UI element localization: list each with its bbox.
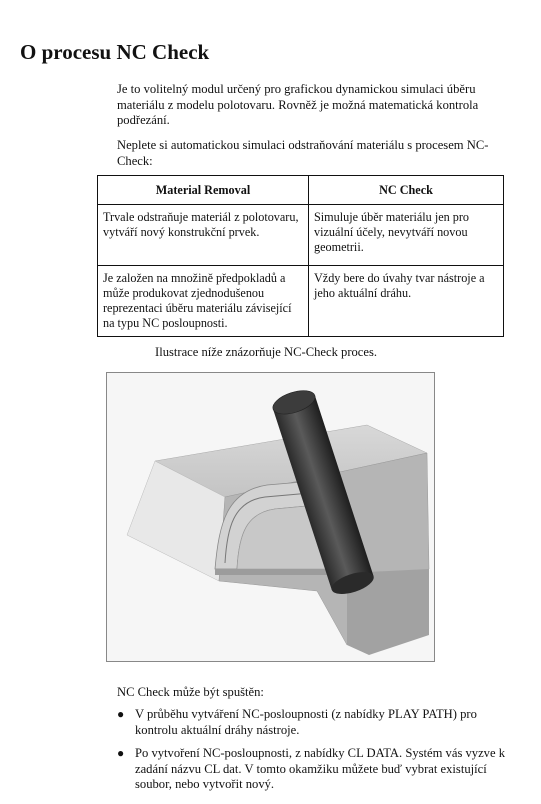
launch-intro: NC Check může být spuštěn: bbox=[117, 685, 264, 699]
page-title: O procesu NC Check bbox=[20, 40, 210, 64]
figure-caption: Ilustrace níže znázorňuje NC-Check proces. bbox=[155, 345, 378, 359]
machined-stock-image bbox=[107, 373, 434, 661]
table-cell: Vždy bere do úvahy tvar nástroje a jeho aktuální dráhu. bbox=[309, 266, 504, 337]
list-item-text: Po vytvoření NC-posloupnosti, z nabídky CL DATA. Systém vás vyzve k zadání názvu CL dat. V tomto okamžiku můžete buď vybrat existující soubor, nebo vytvořit nový. bbox=[135, 746, 506, 791]
list-item bbox=[117, 746, 517, 793]
column-header-material-removal: Material Removal bbox=[98, 176, 309, 205]
table-row bbox=[98, 266, 504, 337]
table-cell: Je založen na množině předpokladů a může produkovat zjednodušenou reprezentaci úběru materiálu závisející na typu NC posloupnosti. bbox=[98, 266, 309, 337]
bullet-icon: ● bbox=[117, 746, 125, 760]
note-paragraph: Neplete si automatickou simulaci odstraňování materiálu s procesem NC-Check: bbox=[117, 138, 489, 168]
nc-check-illustration bbox=[106, 372, 435, 662]
launch-options-list bbox=[117, 707, 517, 801]
list-item bbox=[117, 707, 517, 738]
intro-paragraph: Je to volitelný modul určený pro grafickou dynamickou simulaci úběru materiálu z modelu polotovaru. Rovněž je možná matematická kontrola podřezání. bbox=[117, 82, 479, 127]
table-cell: Trvale odstraňuje materiál z polotovaru, vytváří nový konstrukční prvek. bbox=[98, 205, 309, 266]
comparison-table bbox=[97, 175, 504, 337]
bullet-icon: ● bbox=[117, 707, 125, 721]
list-item-text: V průběhu vytváření NC-posloupnosti (z nabídky PLAY PATH) pro kontrolu aktuální dráhy nástroje. bbox=[135, 707, 477, 737]
column-header-nc-check: NC Check bbox=[309, 176, 504, 205]
table-row bbox=[98, 205, 504, 266]
table-header-row bbox=[98, 176, 504, 205]
table-cell: Simuluje úběr materiálu jen pro vizuální účely, nevytváří novou geometrii. bbox=[309, 205, 504, 266]
